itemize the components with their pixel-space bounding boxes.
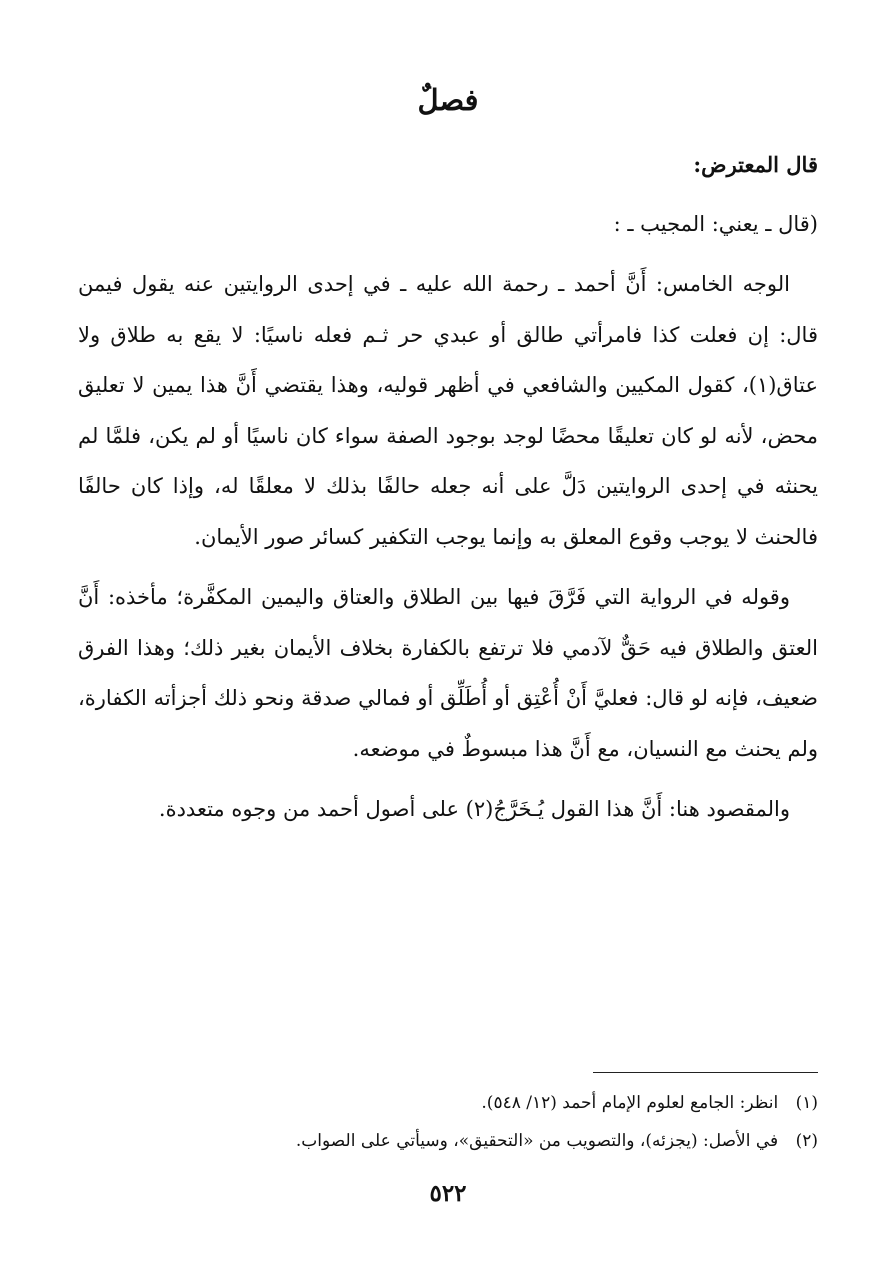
footnote-2 — [78, 1122, 818, 1160]
footnote-divider — [593, 1072, 818, 1073]
footnote-1 — [78, 1084, 818, 1122]
section-heading: فصلٌ — [417, 83, 479, 117]
footnote-number: (١) — [795, 1093, 818, 1113]
footnotes — [78, 1084, 818, 1160]
paragraph-1: الوجه الخامس: أَنَّ أحمد ـ رحمة الله عليه ـ في إحدى الروايتين عنه يقول فيمن قال: إن فعلت كذا فامرأتي طالق أو عبدي حر ثـم فعله ناسيًا: لا يقع به طلاق ولا عتاق(١)، كقول المكيين والشافعي في أظهر قوليه، وهذا يقتضي أَنَّ هذا يمين لا تعليق محض، لأنه لو كان تعليقًا محضًا لوجد بوجود الصفة سواء كان ناسيًا أو لم يكن، فلمَّا لم يحنثه في إحدى الروايتين دَلَّ على أنه جعله حالفًا بذلك لا معلقًا له، وإذا كان حالفًا فالحنث لا يوجب وقوع المعلق به وإنما يوجب التكفير كسائر صور الأيمان. — [78, 272, 818, 549]
body-text — [78, 140, 818, 845]
paragraph-3: والمقصود هنا: أَنَّ هذا القول يُـخَرَّجُ(٢) على أصول أحمد من وجوه متعددة. — [158, 797, 790, 821]
footnote-text: انظر: الجامع لعلوم الإمام أحمد (١٢/ ٥٤٨). — [481, 1093, 779, 1113]
speaker-line: قال المعترض: — [693, 152, 818, 177]
paragraph-2: وقوله في الرواية التي فَرَّقَ فيها بين الطلاق والعتاق واليمين المكفَّرة؛ مأخذه: أَنَّ العتق والطلاق فيه حَقٌّ لآدمي فلا ترتفع بالكفارة بخلاف الأيمان بغير ذلك؛ وهذا الفرق ضعيف، فإنه لو قال: فعليَّ أَنْ أُعْتِق أو أُطَلِّق أو فمالي صدقة ونحو ذلك أجزأته الكفارة، ولم يحنث مع النسيان، مع أَنَّ هذا مبسوطٌ في موضعه. — [78, 585, 818, 761]
page-number: ٥٢٢ — [429, 1180, 467, 1207]
footnote-number: (٢) — [795, 1131, 818, 1151]
intro-line: (قال ـ يعني: المجيب ـ : — [613, 211, 818, 236]
footnote-text: في الأصل: (يجزئه)، والتصويب من «التحقيق»، وسيأتي على الصواب. — [295, 1131, 779, 1151]
document-page — [78, 0, 818, 1286]
